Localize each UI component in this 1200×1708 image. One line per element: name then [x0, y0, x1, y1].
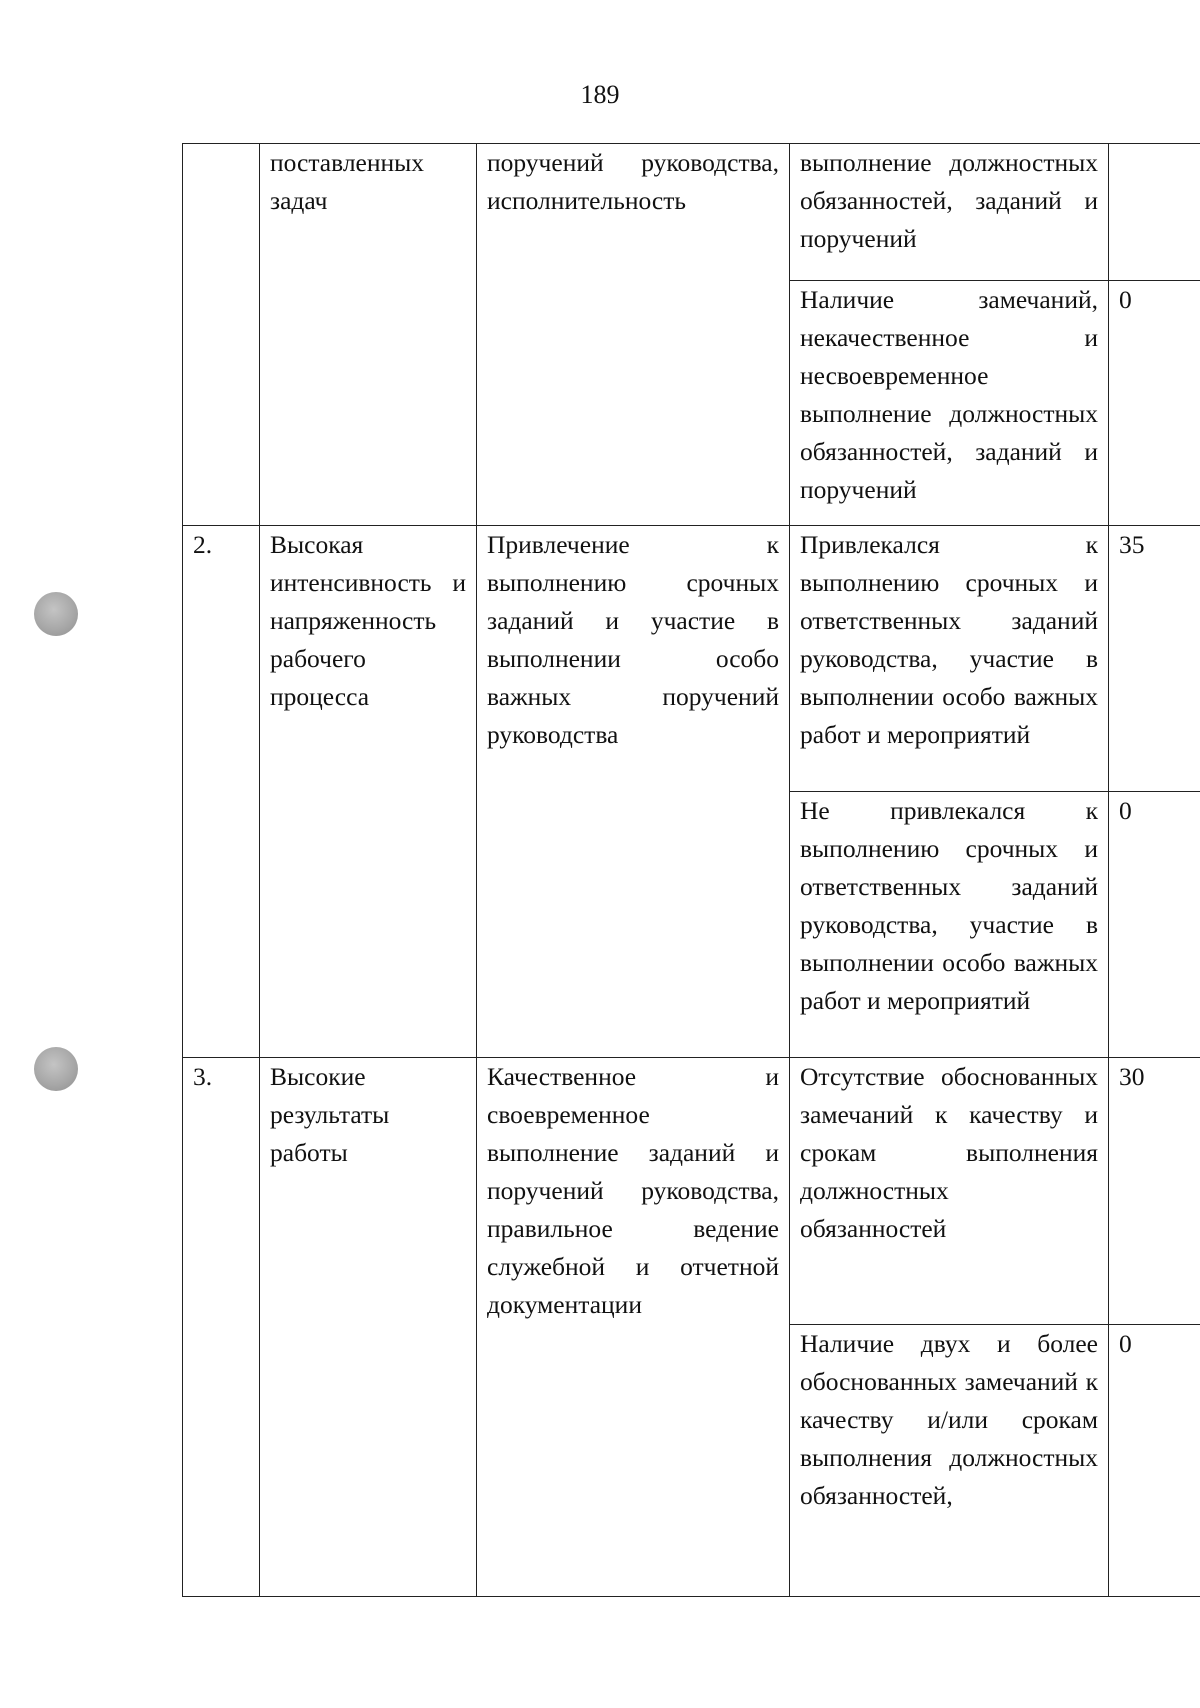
- page-number: 189: [580, 80, 620, 109]
- punch-hole: [34, 592, 78, 636]
- punch-hole: [34, 1047, 78, 1091]
- points-cell: 0: [1109, 792, 1200, 1058]
- condition-text: Привлечение к выполнению срочных заданий и участие в выполнении особо важных поручений руководства: [487, 530, 779, 749]
- criterion-text: Высокая интенсивность и напряженность рабочего процесса: [270, 530, 466, 711]
- indicator-cell: [790, 526, 1109, 792]
- indicator-cell: [790, 281, 1109, 526]
- points-cell: 30: [1109, 1058, 1200, 1325]
- condition-text: поручений руководства, исполнительность: [487, 148, 779, 215]
- table-row: [183, 526, 1200, 792]
- criterion-cell: [260, 144, 477, 526]
- indicator-cell: [790, 1058, 1109, 1325]
- criterion-text: поставленных задач: [270, 148, 425, 215]
- condition-cell: [477, 1058, 790, 1597]
- table-row: [183, 144, 1200, 281]
- row-number: 3.: [183, 1058, 260, 1597]
- points-cell: 35: [1109, 526, 1200, 792]
- points-cell: [1109, 144, 1200, 281]
- indicator-cell: [790, 144, 1109, 281]
- indicator-text: выполнение должностных обязанностей, заданий и поручений: [800, 148, 1098, 253]
- indicator-text: Наличие замечаний, некачественное и несвоевременное выполнение должностных обязанностей, заданий и поручений: [800, 285, 1098, 504]
- criterion-text: Высокие результаты работы: [270, 1062, 390, 1167]
- points-cell: 0: [1109, 281, 1200, 526]
- condition-cell: [477, 526, 790, 1058]
- row-number: [183, 144, 260, 526]
- criteria-table: [182, 143, 1200, 1597]
- indicator-cell: [790, 792, 1109, 1058]
- indicator-text: Отсутствие обоснованных замечаний к качеству и срокам выполнения должностных обязанностей: [800, 1062, 1098, 1243]
- row-number: 2.: [183, 526, 260, 1058]
- indicator-cell: [790, 1325, 1109, 1597]
- indicator-text: Привлекался к выполнению срочных и ответственных заданий руководства, участие в выполнении особо важных работ и мероприятий: [800, 530, 1098, 749]
- points-cell: 0: [1109, 1325, 1200, 1597]
- indicator-text: Наличие двух и более обоснованных замечаний к качеству и/или срокам выполнения должностных обязанностей,: [800, 1329, 1098, 1510]
- criterion-cell: [260, 526, 477, 1058]
- indicator-text: Не привлекался к выполнению срочных и ответственных заданий руководства, участие в выполнении особо важных работ и мероприятий: [800, 796, 1098, 1015]
- condition-text: Качественное и своевременное выполнение заданий и поручений руководства, правильное ведение служебной и отчетной документации: [487, 1062, 779, 1319]
- table-row: [183, 1058, 1200, 1325]
- criterion-cell: [260, 1058, 477, 1597]
- condition-cell: [477, 144, 790, 526]
